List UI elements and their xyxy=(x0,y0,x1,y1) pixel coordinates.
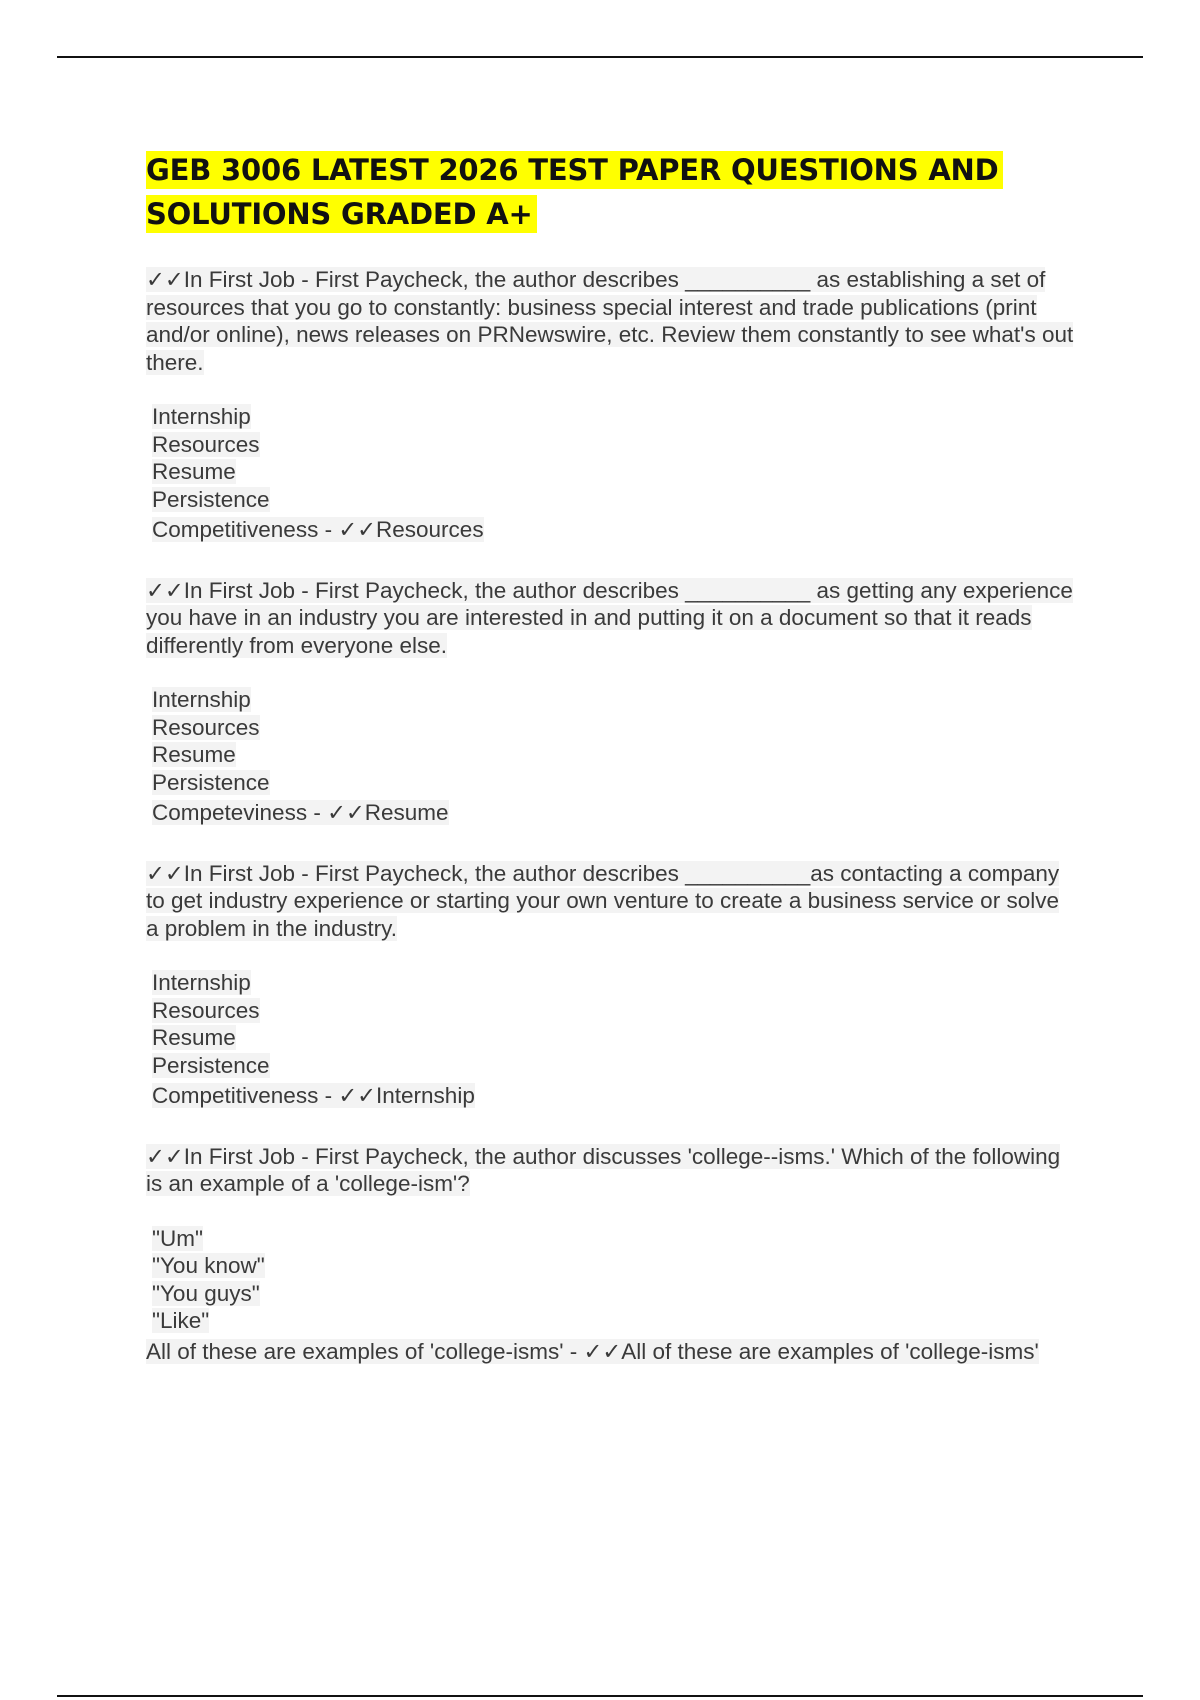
question-text: ✓✓In First Job - First Paycheck, the author discusses 'college--isms.' Which of the following is an example of a 'college-ism'? xyxy=(146,1143,1061,1196)
option-item: Resources xyxy=(152,997,260,1023)
option-list xyxy=(146,403,1076,544)
option-item: Resources xyxy=(152,431,260,457)
option-answer-line: Competeviness - ✓✓Resume xyxy=(152,800,449,825)
document-body xyxy=(146,148,1076,1398)
question-block xyxy=(146,860,1076,1110)
option-item: "You know" xyxy=(152,1253,265,1278)
option-item: Persistence xyxy=(152,1052,270,1078)
option-list xyxy=(146,686,1076,827)
document-title: GEB 3006 LATEST 2026 TEST PAPER QUESTIONS AND SOLUTIONS GRADED A+ xyxy=(146,148,1076,236)
header-rule xyxy=(57,56,1143,58)
footer-rule xyxy=(57,1695,1143,1697)
option-answer-line: Competitiveness - ✓✓Resources xyxy=(152,517,484,542)
question-text: ✓✓In First Job - First Paycheck, the author describes __________ as establishing a set of resources that you go to constantly: business special interest and trade publications (print and/or online), news releases on PRNewswire, etc. Review them constantly to see what's out there. xyxy=(146,267,1074,375)
option-item: "You guys" xyxy=(152,1280,260,1306)
question-block xyxy=(146,266,1076,544)
question-text: ✓✓In First Job - First Paycheck, the author describes __________as contacting a company to get industry experience or starting your own venture to create a business service or solve a problem in the industry. xyxy=(146,860,1060,941)
option-item: Resources xyxy=(152,714,260,740)
option-answer-line: All of these are examples of 'college-isms' - ✓✓All of these are examples of 'college-isms' xyxy=(146,1338,1039,1364)
option-item: "Um" xyxy=(152,1225,203,1251)
option-item: "Like" xyxy=(152,1308,210,1333)
option-item: Persistence xyxy=(152,769,270,795)
option-item: Resume xyxy=(152,1025,236,1050)
option-list xyxy=(146,1225,1076,1366)
option-item: Internship xyxy=(152,404,251,429)
question-text: ✓✓In First Job - First Paycheck, the author describes __________ as getting any experience you have in an industry you are interested in and putting it on a document so that it reads differently from everyone else. xyxy=(146,577,1073,658)
option-item: Persistence xyxy=(152,486,270,512)
question-block xyxy=(146,577,1076,827)
option-list xyxy=(146,969,1076,1110)
option-item: Internship xyxy=(152,970,251,995)
option-item: Resume xyxy=(152,742,236,767)
option-item: Internship xyxy=(152,687,251,712)
option-item: Resume xyxy=(152,459,236,484)
question-block xyxy=(146,1143,1076,1366)
option-answer-line: Competitiveness - ✓✓Internship xyxy=(152,1083,475,1108)
